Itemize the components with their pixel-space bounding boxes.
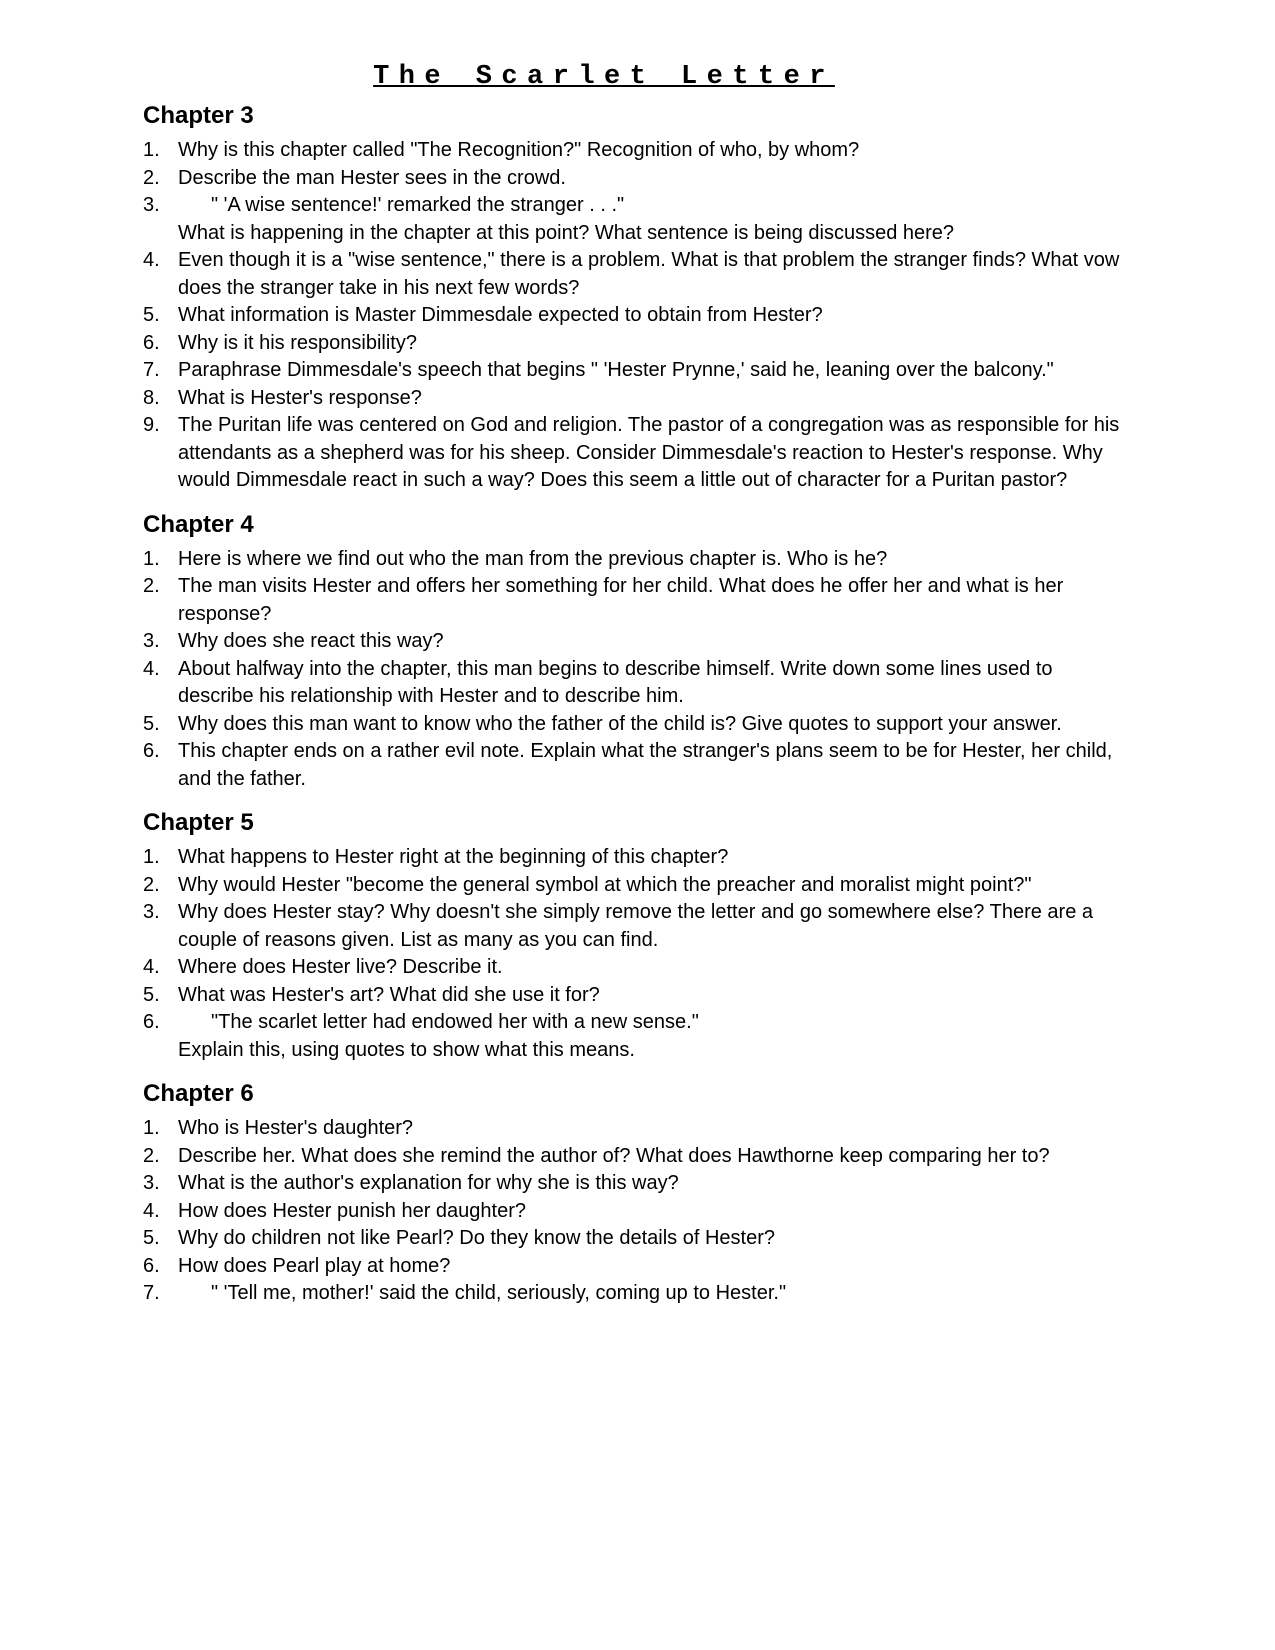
question-text: Why does she react this way? <box>178 630 444 652</box>
question-body <box>178 656 1125 711</box>
question-text: Here is where we find out who the man from the previous chapter is. Who is he? <box>178 547 888 570</box>
question-item <box>143 872 1125 900</box>
question-item <box>143 656 1125 711</box>
question-body <box>178 1253 1125 1281</box>
question-text: Why do children not like Pearl? Do they know the details of Hester? <box>178 1227 775 1249</box>
question-number: 2. <box>143 1144 160 1167</box>
question-body <box>178 628 1125 656</box>
question-body <box>178 302 1125 330</box>
question-item <box>143 982 1125 1010</box>
question-item <box>143 1009 1125 1064</box>
question-item <box>143 1280 1125 1308</box>
chapter-section <box>143 809 1125 1064</box>
question-text: Describe her. What does she remind the author of? What does Hawthorne keep comparing her to? <box>178 1144 1050 1167</box>
question-item <box>143 412 1125 495</box>
question-item <box>143 247 1125 302</box>
question-body <box>178 385 1125 413</box>
question-number: 5. <box>143 983 160 1006</box>
document-title: The Scarlet Letter <box>373 62 835 92</box>
question-item <box>143 1143 1125 1171</box>
chapter-heading: Chapter 6 <box>143 1080 254 1107</box>
question-item <box>143 711 1125 739</box>
question-item <box>143 546 1125 574</box>
question-item <box>143 357 1125 385</box>
question-number: 3. <box>143 194 160 216</box>
question-number: 4. <box>143 657 160 680</box>
question-item <box>143 1170 1125 1198</box>
chapter-section <box>143 102 1125 495</box>
question-number: 1. <box>143 1117 160 1139</box>
question-body <box>178 573 1125 628</box>
question-item <box>143 192 1125 247</box>
question-body <box>178 711 1125 739</box>
question-body <box>178 899 1125 954</box>
question-number: 6. <box>143 1011 160 1033</box>
question-body <box>178 1280 1125 1308</box>
question-number: 7. <box>143 359 160 381</box>
question-text: What is the author's explanation for why she is this way? <box>178 1172 679 1194</box>
question-body <box>178 1170 1125 1198</box>
question-item <box>143 302 1125 330</box>
question-body <box>178 1198 1125 1226</box>
question-text: Even though it is a "wise sentence," there is a problem. What is that problem the stranger finds? What vow does the stranger take in his next few words? <box>178 249 1120 299</box>
question-number: 4. <box>143 249 160 271</box>
chapter-heading: Chapter 3 <box>143 102 254 129</box>
question-text: What was Hester's art? What did she use it for? <box>178 983 600 1006</box>
question-number: 1. <box>143 139 160 161</box>
question-number: 3. <box>143 901 160 923</box>
question-item <box>143 844 1125 872</box>
question-quote-line: "The scarlet letter had endowed her with a new sense." <box>211 1011 699 1033</box>
question-item <box>143 1198 1125 1226</box>
question-body <box>178 1225 1125 1253</box>
question-text: Who is Hester's daughter? <box>178 1117 414 1139</box>
question-item <box>143 628 1125 656</box>
question-body <box>178 165 1125 193</box>
question-number: 7. <box>143 1282 160 1304</box>
question-quote-line: " 'Tell me, mother!' said the child, seriously, coming up to Hester." <box>211 1282 787 1304</box>
question-text: How does Hester punish her daughter? <box>178 1199 526 1222</box>
question-text: What information is Master Dimmesdale expected to obtain from Hester? <box>178 304 823 326</box>
question-text: Why does this man want to know who the father of the child is? Give quotes to support your answer. <box>178 712 1062 735</box>
question-item <box>143 738 1125 793</box>
question-body <box>178 982 1125 1010</box>
question-text: Why is this chapter called "The Recognition?" Recognition of who, by whom? <box>178 139 860 161</box>
question-item <box>143 165 1125 193</box>
question-number: 2. <box>143 166 160 189</box>
question-item <box>143 1253 1125 1281</box>
question-body <box>178 738 1125 793</box>
question-number: 8. <box>143 386 160 409</box>
question-item <box>143 330 1125 358</box>
question-body <box>178 137 1125 165</box>
question-text: Paraphrase Dimmesdale's speech that begins " 'Hester Prynne,' said he, leaning over the balcony." <box>178 359 1054 381</box>
question-body <box>178 844 1125 872</box>
question-text: Why is it his responsibility? <box>178 331 417 354</box>
chapter-heading: Chapter 5 <box>143 809 254 836</box>
question-item <box>143 899 1125 954</box>
question-body <box>178 412 1125 495</box>
question-number: 4. <box>143 956 160 978</box>
question-text: The Puritan life was centered on God and religion. The pastor of a congregation was as responsible for his attendants as a shepherd was for his sheep. Consider Dimmesdale's reaction to Hester's response. Why would Dimmesdale react in such a way? Does this seem a little out of character for a Puritan pastor? <box>178 414 1120 491</box>
question-number: 3. <box>143 1172 160 1194</box>
question-number: 2. <box>143 575 160 597</box>
question-number: 9. <box>143 414 160 436</box>
question-body <box>178 357 1125 385</box>
chapter-section <box>143 1080 1125 1308</box>
question-body <box>178 546 1125 574</box>
chapter-section <box>143 511 1125 794</box>
question-body <box>178 1143 1125 1171</box>
question-text: Why does Hester stay? Why doesn't she simply remove the letter and go somewhere else? There are a couple of reasons given. List as many as you can find. <box>178 901 1093 951</box>
question-text: What is happening in the chapter at this point? What sentence is being discussed here? <box>178 221 955 244</box>
question-text: Why would Hester "become the general symbol at which the preacher and moralist might point?" <box>178 873 1032 896</box>
question-text: This chapter ends on a rather evil note. Explain what the stranger's plans seem to be for Hester, her child, and the father. <box>178 740 1113 790</box>
question-quote-line: " 'A wise sentence!' remarked the stranger . . ." <box>211 194 625 216</box>
question-number: 5. <box>143 1227 160 1249</box>
question-item <box>143 1225 1125 1253</box>
question-text: The man visits Hester and offers her something for her child. What does he offer her and what is her response? <box>178 575 1064 625</box>
question-body <box>178 1115 1125 1143</box>
question-item <box>143 137 1125 165</box>
question-text: What happens to Hester right at the beginning of this chapter? <box>178 846 729 868</box>
question-number: 3. <box>143 630 160 652</box>
question-text: How does Pearl play at home? <box>178 1254 451 1277</box>
question-body <box>178 330 1125 358</box>
question-text: Explain this, using quotes to show what this means. <box>178 1038 635 1061</box>
question-number: 1. <box>143 846 160 868</box>
chapters-container <box>143 102 1125 1308</box>
question-number: 6. <box>143 331 160 354</box>
question-text: Where does Hester live? Describe it. <box>178 956 503 978</box>
chapter-heading: Chapter 4 <box>143 510 254 538</box>
question-item <box>143 573 1125 628</box>
question-text: What is Hester's response? <box>178 386 422 409</box>
question-body <box>178 872 1125 900</box>
question-body <box>178 1009 1125 1064</box>
question-number: 6. <box>143 740 160 762</box>
question-item <box>143 954 1125 982</box>
question-number: 5. <box>143 304 160 326</box>
question-body <box>178 247 1125 302</box>
question-number: 1. <box>143 547 160 570</box>
question-body <box>178 954 1125 982</box>
question-text: About halfway into the chapter, this man begins to describe himself. Write down some lines used to describe his relationship with Hester and to describe him. <box>178 657 1053 707</box>
question-body <box>178 192 1125 247</box>
question-number: 2. <box>143 873 160 896</box>
question-number: 5. <box>143 712 160 735</box>
question-item <box>143 1115 1125 1143</box>
question-text: Describe the man Hester sees in the crowd. <box>178 166 566 189</box>
question-item <box>143 385 1125 413</box>
question-number: 4. <box>143 1199 160 1222</box>
question-number: 6. <box>143 1254 160 1277</box>
